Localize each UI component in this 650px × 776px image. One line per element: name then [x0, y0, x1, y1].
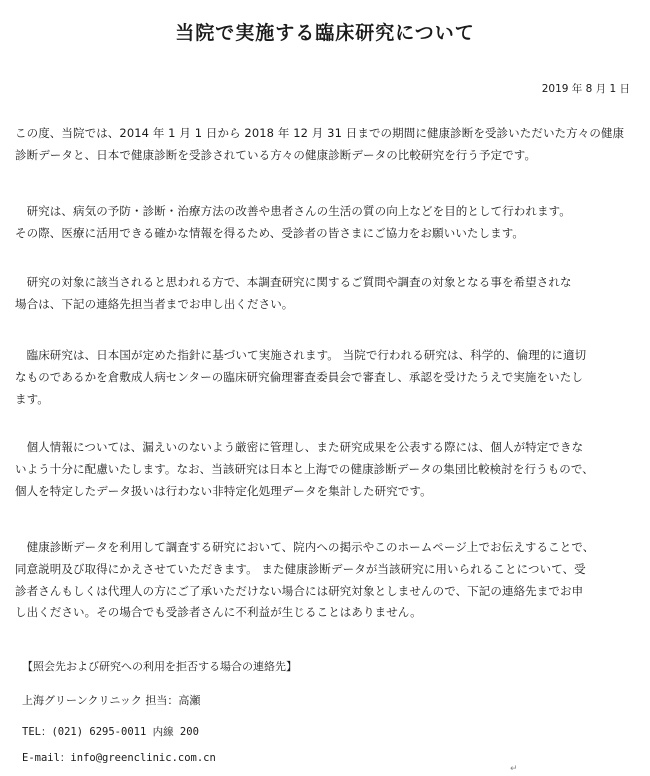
paragraph-purpose — [15, 201, 635, 245]
paragraph-line: 研究の対象に該当されると思われる方で、本調査研究に関するご質問や調査の対象となる事を希望されな — [15, 275, 572, 289]
paragraph-line: この度、当院では、2014 年 1 月 1 日から 2018 年 12 月 31 日までの期間に健康診断を受診いただいた方々の健康 — [15, 126, 625, 140]
paragraph-line: 個人を特定したデータ扱いは行わない非特定化処理データを集計した研究です。 — [15, 483, 432, 498]
publish-date: 2019 年 8 月 1 日 — [541, 83, 630, 95]
contact-heading: 【照会先および研究への利用を拒否する場合の連絡先】 — [22, 660, 297, 673]
paragraph-line: 場合は、下記の連絡先担当者までお申し出ください。 — [15, 296, 294, 311]
paragraph-subjects — [15, 272, 635, 316]
paragraph-line: ます。 — [15, 391, 49, 406]
paragraph-line: 臨床研究は、日本国が定めた指針に基づいて実施されます。 当院で行われる研究は、科学的、倫理的に適切 — [15, 348, 587, 362]
paragraph-ethics — [15, 345, 635, 410]
paragraph-line: 同意説明及び取得にかえさせていただきます。 また健康診断データが当該研究に用いられることについて、受 — [15, 561, 586, 576]
paragraph-privacy — [15, 437, 635, 502]
contact-tel: TEL：(021) 6295-0011 内線 200 — [22, 726, 199, 738]
paragraph-line: 診断データと、日本で健康診断を受診されている方々の健康診断データの比較研究を行う予定です。 — [15, 147, 537, 162]
paragraph-line: 診者さんもしくは代理人の方にご了承いただけない場合には研究対象としませんので、下記の連絡先までお申 — [15, 583, 584, 598]
contact-clinic: 上海グリーンクリニック 担当：高瀬 — [22, 694, 201, 707]
paragraph-line: 健康診断データを利用して調査する研究において、院内への掲示やこのホームページ上でお伝えすることで、 — [15, 540, 595, 554]
paragraph-return-mark: ↵ — [510, 764, 518, 774]
paragraph-line: し出ください。その場合でも受診者さんに不利益が生じることはありません。 — [15, 605, 422, 620]
paragraph-line: いよう十分に配慮いたします。なお、当該研究は日本と上海での健康診断データの集団比較検討を行うもので、 — [15, 461, 594, 476]
paragraph-line: 個人情報については、漏えいのないよう厳密に管理し、また研究成果を公表する際には、個人が特定できな — [15, 440, 584, 454]
page-title: 当院で実施する臨床研究について — [175, 22, 475, 44]
paragraph-line: なものであるかを倉敷成人病センターの臨床研究倫理審査委員会で審査し、承認を受けたうえで実施をいたし — [15, 369, 583, 384]
paragraph-consent — [15, 537, 635, 624]
paragraph-intro — [15, 123, 635, 167]
paragraph-line: その際、医療に活用できる確かな情報を得るため、受診者の皆さまにご協力をお願いいたします。 — [15, 225, 525, 240]
paragraph-line: 研究は、病気の予防・診断・治療方法の改善や患者さんの生活の質の向上などを目的として行われます。 — [15, 204, 571, 218]
contact-email[interactable]: E-mail：info@greenclinic.com.cn — [22, 752, 216, 764]
